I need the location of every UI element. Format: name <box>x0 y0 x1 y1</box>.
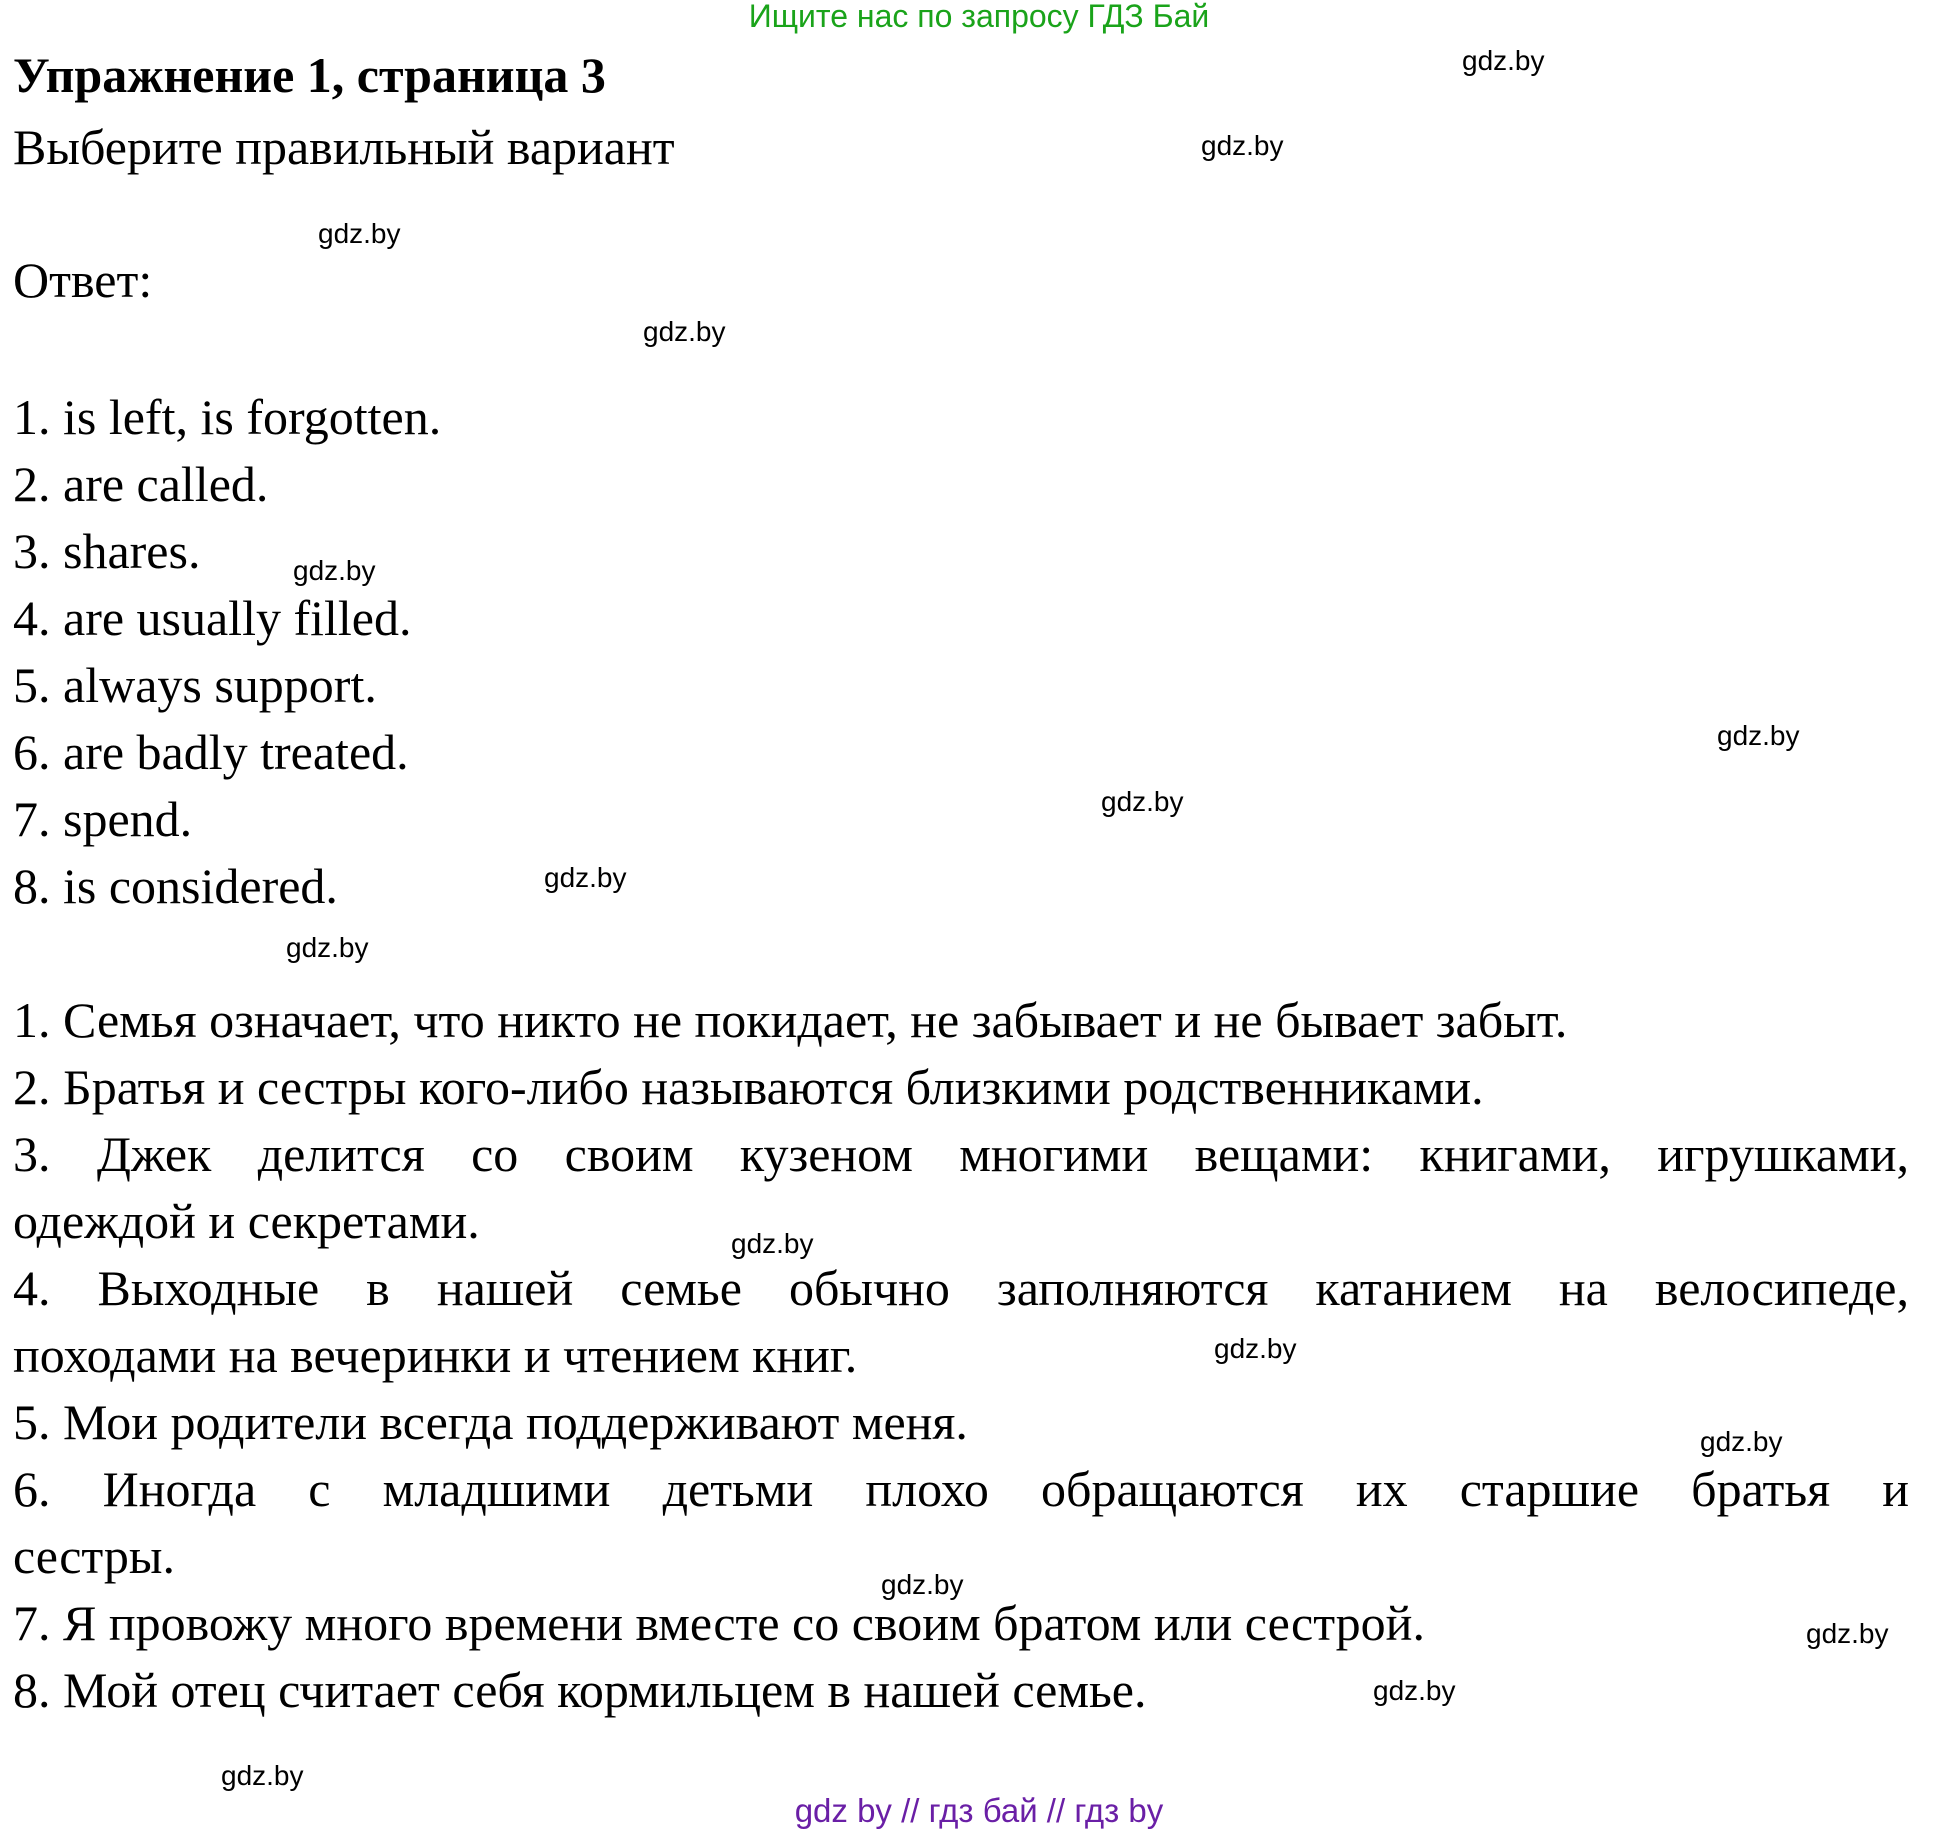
watermark: gdz.by <box>1717 720 1800 751</box>
watermark: gdz.by <box>318 218 401 249</box>
watermark: gdz.by <box>1101 786 1184 817</box>
watermark: gdz.by <box>1214 1333 1297 1364</box>
translation-line: сестры. <box>13 1528 175 1584</box>
watermark: gdz.by <box>1700 1426 1783 1457</box>
instruction-text: Выберите правильный вариант <box>13 119 675 175</box>
answer-item: 6. are badly treated. <box>13 724 409 780</box>
watermark: gdz.by <box>286 932 369 963</box>
answer-item: 5. always support. <box>13 657 377 713</box>
translation-line: 4. Выходные в нашей семье обычно заполняются катанием на велосипеде, <box>13 1260 1909 1316</box>
watermark: gdz.by <box>293 555 376 586</box>
answer-item: 1. is left, is forgotten. <box>13 389 442 445</box>
watermark: gdz.by <box>1373 1675 1456 1706</box>
watermark: gdz.by <box>1462 45 1545 76</box>
translation-line: 1. Семья означает, что никто не покидает, не забывает и не бывает забыт. <box>13 992 1568 1048</box>
watermark: gdz.by <box>544 862 627 893</box>
watermark: gdz.by <box>221 1760 304 1791</box>
watermark: gdz.by <box>643 316 726 347</box>
answer-item: 7. spend. <box>13 791 193 847</box>
answer-item: 2. are called. <box>13 456 269 512</box>
watermark: gdz.by <box>1806 1618 1889 1649</box>
watermark: gdz.by <box>1201 130 1284 161</box>
answer-item: 4. are usually filled. <box>13 590 412 646</box>
watermark: gdz.by <box>881 1569 964 1600</box>
translation-line: 7. Я провожу много времени вместе со своим братом или сестрой. <box>13 1595 1425 1651</box>
translation-line: одеждой и секретами. <box>13 1193 480 1249</box>
translation-line: 6. Иногда с младшими детьми плохо обращаются их старшие братья и <box>13 1461 1909 1517</box>
translation-line: 5. Мои родители всегда поддерживают меня. <box>13 1394 968 1450</box>
watermark: gdz.by <box>731 1228 814 1259</box>
translation-line: 3. Джек делится со своим кузеном многими вещами: книгами, игрушками, <box>13 1126 1909 1182</box>
answer-label: Ответ: <box>13 252 153 308</box>
translation-line: 2. Братья и сестры кого-либо называются близкими родственниками. <box>13 1059 1484 1115</box>
answer-item: 8. is considered. <box>13 858 338 914</box>
translation-line: походами на вечеринки и чтением книг. <box>13 1327 858 1383</box>
exercise-title: Упражнение 1, страница 3 <box>13 47 606 103</box>
answer-item: 3. shares. <box>13 523 201 579</box>
search-banner: Ищите нас по запросу ГДЗ Бай <box>748 0 1210 34</box>
footer-links: gdz by // гдз бай // гдз by <box>794 1792 1164 1829</box>
translation-line: 8. Мой отец считает себя кормильцем в нашей семье. <box>13 1662 1147 1718</box>
